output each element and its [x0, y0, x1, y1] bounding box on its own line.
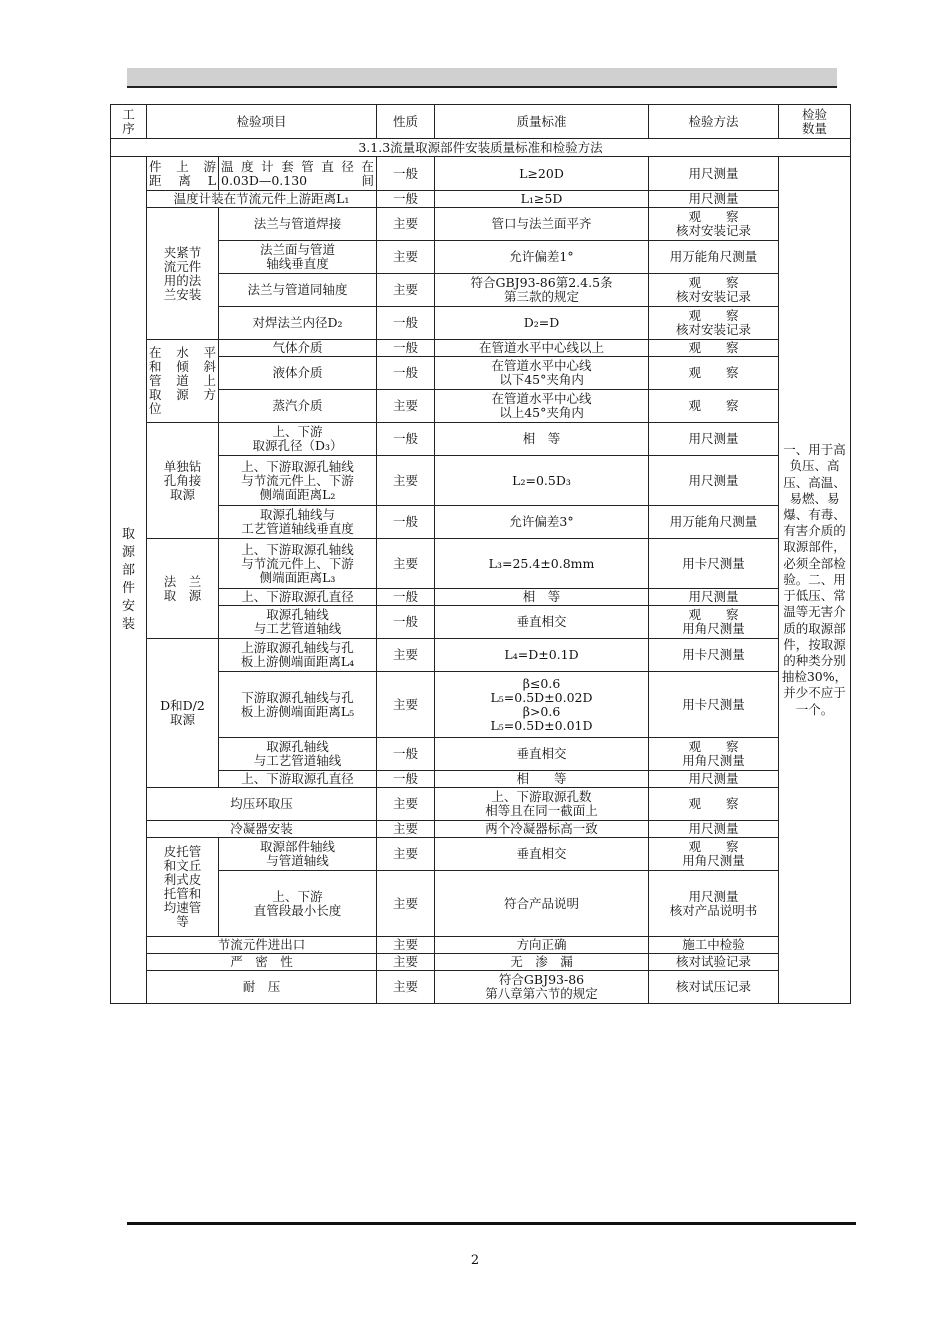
table-row	[111, 157, 851, 191]
row-standard: 在管道水平中心线 以上45°夹角内	[435, 390, 649, 423]
row-item: 取源孔轴线 与工艺管道轴线	[219, 738, 377, 771]
row-item: 取源孔轴线 与工艺管道轴线	[219, 606, 377, 639]
row-method: 用尺测量 核对产品说明书	[649, 871, 779, 937]
table-row	[111, 340, 851, 357]
row-standard: 在管道水平中心线以上	[435, 340, 649, 357]
footer-rule	[127, 1222, 856, 1225]
row-item: 法兰与管道同轴度	[219, 274, 377, 307]
row-nature: 主要	[377, 937, 435, 954]
row-nature: 一般	[377, 340, 435, 357]
row-item: 蒸汽介质	[219, 390, 377, 423]
row-nature: 一般	[377, 589, 435, 606]
row-method: 观 察 用角尺测量	[649, 738, 779, 771]
table-row	[111, 423, 851, 456]
row-standard: L₂=0.5D₃	[435, 456, 649, 506]
row-method: 观 察	[649, 340, 779, 357]
row-standard: 符合GBJ93-86第2.4.5条 第三款的规定	[435, 274, 649, 307]
header-nature: 性质	[377, 105, 435, 139]
row-nature: 主要	[377, 639, 435, 672]
table-row	[111, 241, 851, 274]
row-standard: L₄=D±0.1D	[435, 639, 649, 672]
row-standard: 相 等	[435, 771, 649, 788]
row-group: 耐 压	[147, 971, 377, 1004]
row-standard: β≤0.6 L₅=0.5D±0.02D β>0.6 L₅=0.5D±0.01D	[435, 672, 649, 738]
table-row	[111, 307, 851, 340]
row-standard: 上、下游取源孔数 相等且在同一截面上	[435, 788, 649, 821]
row-standard: 垂直相交	[435, 606, 649, 639]
row-group: 温度计装在节流元件上游距离L₁	[147, 191, 377, 208]
inspection-table	[110, 104, 851, 1004]
row-standard: 方向正确	[435, 937, 649, 954]
table-row	[111, 937, 851, 954]
table-row	[111, 589, 851, 606]
row-method: 用卡尺测量	[649, 539, 779, 589]
row-standard: 无 渗 漏	[435, 954, 649, 971]
row-group: D和D/2 取源	[147, 639, 219, 788]
header-row	[111, 105, 851, 139]
row-standard: L≥20D	[435, 157, 649, 191]
header-item: 检验项目	[147, 105, 377, 139]
table-row	[111, 639, 851, 672]
row-method: 用卡尺测量	[649, 639, 779, 672]
table-row	[111, 954, 851, 971]
row-item: 上、下游取源孔轴线 与节流元件上、下游 侧端面距离L₂	[219, 456, 377, 506]
row-method: 用尺测量	[649, 456, 779, 506]
row-method: 施工中检验	[649, 937, 779, 954]
row-standard: 在管道水平中心线 以下45°夹角内	[435, 357, 649, 390]
row-standard: L₁≥5D	[435, 191, 649, 208]
row-standard: 两个冷凝器标高一致	[435, 821, 649, 838]
row-method: 用尺测量	[649, 771, 779, 788]
row-standard: 管口与法兰面平齐	[435, 208, 649, 241]
row-method: 用尺测量	[649, 191, 779, 208]
row-standard: 垂直相交	[435, 738, 649, 771]
row-nature: 主要	[377, 788, 435, 821]
row-nature: 主要	[377, 274, 435, 307]
row-standard: L₃=25.4±0.8mm	[435, 539, 649, 589]
row-group: 法 兰 取 源	[147, 539, 219, 639]
row-nature: 一般	[377, 357, 435, 390]
row-nature: 一般	[377, 738, 435, 771]
row-method: 核对试压记录	[649, 971, 779, 1004]
row-nature: 一般	[377, 771, 435, 788]
section-title-row	[111, 139, 851, 157]
row-nature: 主要	[377, 390, 435, 423]
row-nature: 主要	[377, 821, 435, 838]
row-method: 用尺测量	[649, 157, 779, 191]
row-method: 观 察	[649, 357, 779, 390]
quantity-note: 一、用于高负压、高压、高温、易燃、易爆、有毒、有害介质的取源部件，必须全部检验。二、用于低压、常温等无害介质的取源部件，按取源的种类分别抽检30%，并少不应于一个。	[779, 157, 851, 1004]
table-row	[111, 274, 851, 307]
header-quantity: 检验 数量	[779, 105, 851, 139]
process-label: 取 源 部 件 安 装	[111, 157, 147, 1004]
table-row	[111, 738, 851, 771]
row-item: 上、下游取源孔直径	[219, 771, 377, 788]
row-nature: 一般	[377, 423, 435, 456]
row-group: 夹紧节 流元件 用的法 兰安装	[147, 208, 219, 340]
row-method: 观 察	[649, 788, 779, 821]
row-nature: 主要	[377, 241, 435, 274]
row-group: 冷凝器安装	[147, 821, 377, 838]
header-method: 检验方法	[649, 105, 779, 139]
row-method: 用尺测量	[649, 589, 779, 606]
row-standard: 允许偏差3°	[435, 506, 649, 539]
table-row	[111, 456, 851, 506]
table-row	[111, 539, 851, 589]
row-nature: 一般	[377, 506, 435, 539]
table-row	[111, 821, 851, 838]
row-standard: 垂直相交	[435, 838, 649, 871]
row-nature: 主要	[377, 954, 435, 971]
row-item: 液体介质	[219, 357, 377, 390]
row-group: 严 密 性	[147, 954, 377, 971]
row-standard: 相 等	[435, 423, 649, 456]
table-row	[111, 606, 851, 639]
row-item: 上、下游 直管段最小长度	[219, 871, 377, 937]
row-group: 皮托管 和文丘 利式皮 托管和 均速管 等	[147, 838, 219, 937]
row-nature: 一般	[377, 606, 435, 639]
row-group: 均压环取压	[147, 788, 377, 821]
row-standard: D₂=D	[435, 307, 649, 340]
row-method: 用卡尺测量	[649, 672, 779, 738]
table-row	[111, 672, 851, 738]
row-nature: 主要	[377, 672, 435, 738]
row-item: 取源孔轴线与 工艺管道轴线垂直度	[219, 506, 377, 539]
header-standard: 质量标准	[435, 105, 649, 139]
table-row	[111, 390, 851, 423]
table-row	[111, 871, 851, 937]
table-row	[111, 208, 851, 241]
row-method: 用万能角尺测量	[649, 506, 779, 539]
row-method: 核对试验记录	[649, 954, 779, 971]
row-item: 气体介质	[219, 340, 377, 357]
table-row	[111, 191, 851, 208]
row-nature: 主要	[377, 456, 435, 506]
table-row	[111, 357, 851, 390]
row-method: 用尺测量	[649, 821, 779, 838]
row-method: 用尺测量	[649, 423, 779, 456]
row-standard: 相 等	[435, 589, 649, 606]
table-row	[111, 788, 851, 821]
row-group: 件上游 距离L	[147, 157, 219, 191]
row-method: 观 察 核对安装记录	[649, 274, 779, 307]
row-nature: 主要	[377, 871, 435, 937]
row-item: 下游取源孔轴线与孔 板上游侧端面距离L₅	[219, 672, 377, 738]
row-nature: 一般	[377, 307, 435, 340]
row-method: 观 察 用角尺测量	[649, 606, 779, 639]
table-row	[111, 971, 851, 1004]
page-header-bar	[127, 68, 837, 88]
row-item: 上、下游取源孔轴线 与节流元件上、下游 侧端面距离L₃	[219, 539, 377, 589]
row-item: 法兰与管道焊接	[219, 208, 377, 241]
table-row	[111, 506, 851, 539]
row-method: 观 察	[649, 390, 779, 423]
row-nature: 一般	[377, 157, 435, 191]
table-row	[111, 838, 851, 871]
row-nature: 一般	[377, 191, 435, 208]
row-item: 法兰面与管道 轴线垂直度	[219, 241, 377, 274]
row-item: 上、下游 取源孔径（D₃）	[219, 423, 377, 456]
table-row	[111, 771, 851, 788]
row-item: 取源部件轴线 与管道轴线	[219, 838, 377, 871]
row-method: 观 察 核对安装记录	[649, 307, 779, 340]
row-standard: 允许偏差1°	[435, 241, 649, 274]
row-nature: 主要	[377, 208, 435, 241]
row-standard: 符合GBJ93-86 第八章第六节的规定	[435, 971, 649, 1004]
row-item: 温度计套管直径在 0.03D—0.130间	[219, 157, 377, 191]
row-item: 上游取源孔轴线与孔 板上游侧端面距离L₄	[219, 639, 377, 672]
row-standard: 符合产品说明	[435, 871, 649, 937]
row-group: 节流元件进出口	[147, 937, 377, 954]
header-process: 工 序	[111, 105, 147, 139]
row-group: 单独钻 孔角接 取源	[147, 423, 219, 539]
row-group: 在水平 和倾斜 管道上 取源方 位	[147, 340, 219, 423]
row-nature: 主要	[377, 539, 435, 589]
row-method: 用万能角尺测量	[649, 241, 779, 274]
page-number: 2	[470, 1253, 480, 1268]
section-title: 3.1.3流量取源部件安装质量标准和检验方法	[111, 139, 851, 157]
row-nature: 主要	[377, 838, 435, 871]
row-nature: 主要	[377, 971, 435, 1004]
row-item: 对焊法兰内径D₂	[219, 307, 377, 340]
row-method: 观 察 核对安装记录	[649, 208, 779, 241]
row-method: 观 察 用角尺测量	[649, 838, 779, 871]
row-item: 上、下游取源孔直径	[219, 589, 377, 606]
